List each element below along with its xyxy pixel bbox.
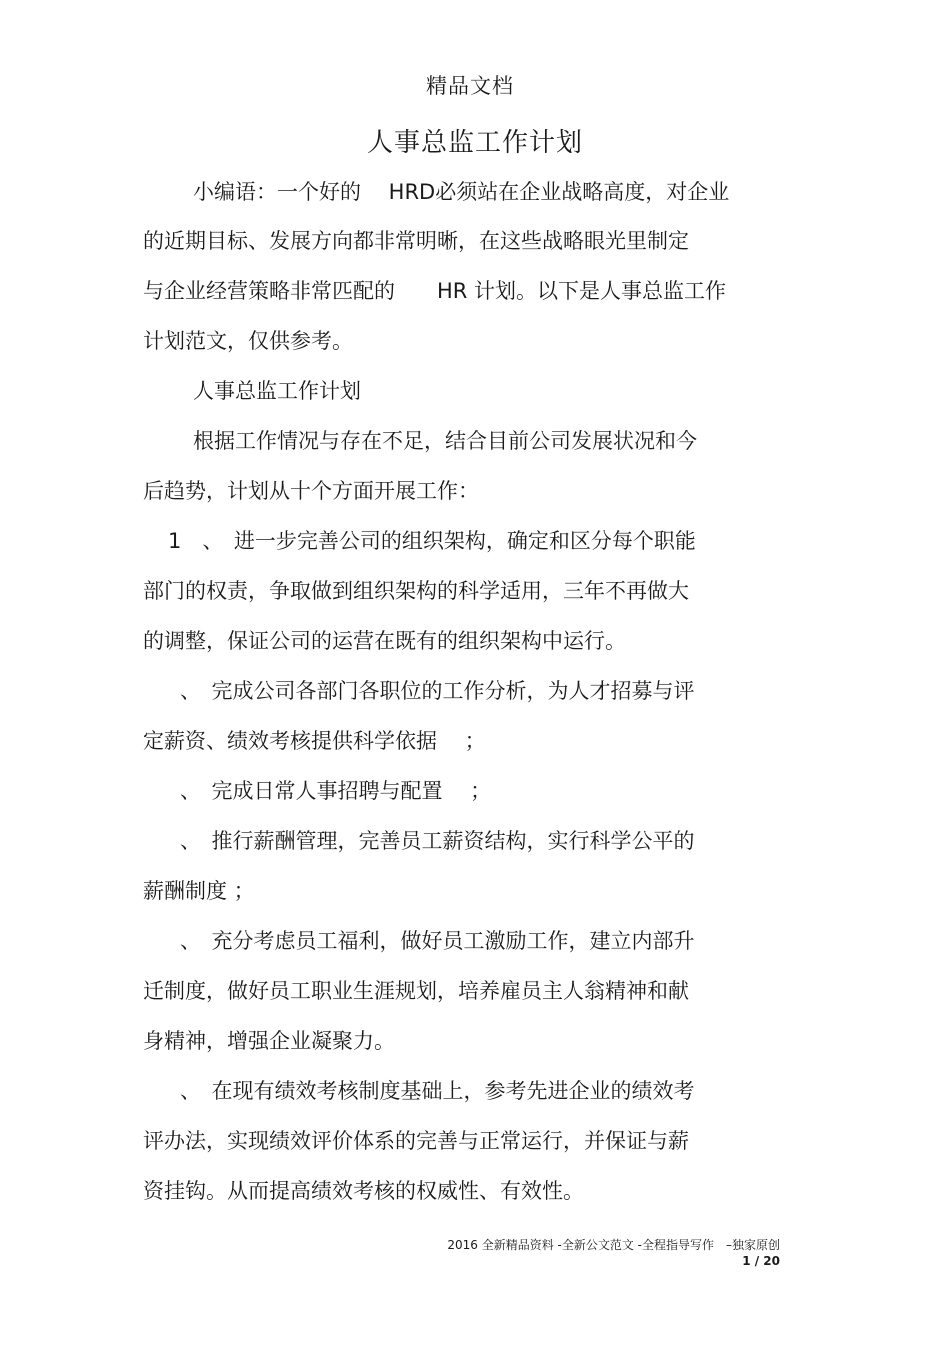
section-heading: 人事总监工作计划 <box>193 379 361 403</box>
body-line: 迁制度，做好员工职业生涯规划，培养雇员主人翁精神和献 <box>143 979 689 1003</box>
body-line: 小编语：一个好的 HRD必须站在企业战略高度，对企业 <box>193 180 730 204</box>
list-item-line: 1 、 进一步完善公司的组织架构，确定和区分每个职能 <box>168 529 696 553</box>
list-item-line: 、 推行薪酬管理，完善员工薪资结构，实行科学公平的 <box>180 829 695 853</box>
body-line: 身精神，增强企业凝聚力。 <box>143 1029 395 1053</box>
body-line: 计划范文，仅供参考。 <box>143 329 353 353</box>
body-line: 部门的权责，争取做到组织架构的科学适用，三年不再做大 <box>143 579 689 603</box>
running-header: 精品文档 <box>426 74 514 98</box>
footer-tagline: 2016 全新精品资料 -全新公文范文 -全程指导写作 –独家原创 <box>447 1238 780 1252</box>
list-item-line: 、 在现有绩效考核制度基础上，参考先进企业的绩效考 <box>180 1079 695 1103</box>
body-line: 后趋势，计划从十个方面开展工作： <box>143 479 479 503</box>
body-line: 与企业经营策略非常匹配的 HR 计划。以下是人事总监工作 <box>143 279 727 303</box>
body-line: 薪酬制度 ； <box>143 879 255 903</box>
body-line: 资挂钩。从而提高绩效考核的权威性、有效性。 <box>143 1179 584 1203</box>
body-line: 根据工作情况与存在不足，结合目前公司发展状况和今 <box>193 429 697 453</box>
body-line: 定薪资、绩效考核提供科学依据 ； <box>143 729 486 753</box>
body-line: 的近期目标、发展方向都非常明晰，在这些战略眼光里制定 <box>143 229 689 253</box>
body-line: 的调整，保证公司的运营在既有的组织架构中运行。 <box>143 629 626 653</box>
document-title: 人事总监工作计划 <box>366 128 583 158</box>
list-item-line: 、 完成公司各部门各职位的工作分析，为人才招募与评 <box>180 679 695 703</box>
page-number: 1 / 20 <box>742 1254 780 1268</box>
list-item-line: 、 完成日常人事招聘与配置 ； <box>180 779 492 803</box>
list-item-line: 、 充分考虑员工福利，做好员工激励工作，建立内部升 <box>180 929 695 953</box>
body-line: 评办法，实现绩效评价体系的完善与正常运行，并保证与薪 <box>143 1129 689 1153</box>
